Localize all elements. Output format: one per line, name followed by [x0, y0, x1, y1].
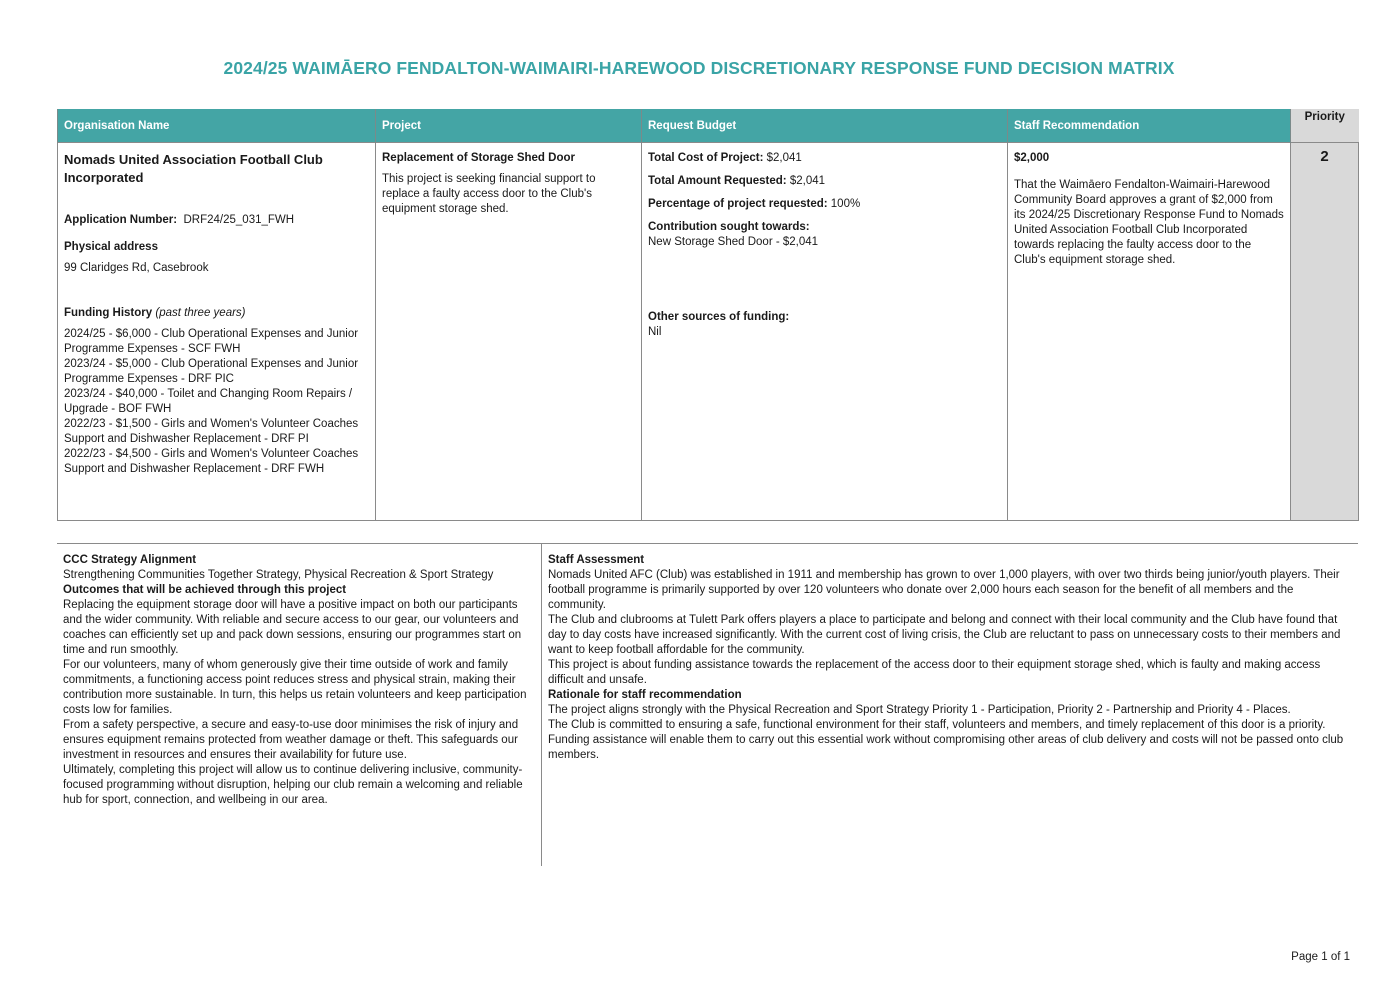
outcome-paragraph: From a safety perspective, a secure and easy-to-use door minimises the risk of injury and ensures equipment remains protected from weather damage or theft. This safeguards our investment in resources and ensures their availability for future use.	[63, 719, 519, 761]
staff-assessment-column	[548, 553, 1354, 763]
outcome-paragraph: Replacing the equipment storage door will have a positive impact on both our participants and the wider community. With reliable and secure access to our gear, our volunteers and coaches can efficiently set up and pack down sessions, ensuring our programmes start on time and run smoothly.	[63, 599, 522, 656]
organisation-name: Nomads United Association Football Club Incorporated	[64, 152, 323, 185]
strategy-text: Strengthening Communities Together Strategy, Physical Recreation & Sport Strategy	[63, 569, 494, 581]
column-divider	[541, 544, 542, 866]
assessment-heading: Staff Assessment	[548, 554, 645, 566]
funding-history-item: 2023/24 - $40,000 - Toilet and Changing Room Repairs / Upgrade - BOF FWH	[64, 388, 353, 415]
recommended-amount: $2,000	[1014, 152, 1050, 164]
page-title: 2024/25 WAIMĀERO FENDALTON-WAIMAIRI-HAREWOOD DISCRETIONARY RESPONSE FUND DECISION MATRIX	[223, 58, 1175, 78]
header-recommendation: Staff Recommendation	[1008, 109, 1291, 143]
outcome-paragraph: For our volunteers, many of whom generously give their time outside of work and family commitments, a functioning access point reduces stress and physical strain, making their contribution more sustainable. In turn, this helps us retain volunteers and keep participation costs low for families.	[63, 659, 527, 716]
assessment-paragraph: The Club and clubrooms at Tulett Park offers players a place to participate and belong and connect with their local community and the Club have found that day to day costs have increased significantly. With the current cost of living crisis, the Club are reluctant to pass on unnecessary costs to their members and want to keep football affordable for the community.	[548, 614, 1341, 656]
contribution-value: New Storage Shed Door - $2,041	[648, 236, 819, 248]
page-number: Page 1 of 1	[1291, 951, 1350, 963]
address-value: 99 Claridges Rd, Casebrook	[64, 262, 209, 274]
rationale-heading: Rationale for staff recommendation	[548, 689, 742, 701]
header-priority: Priority	[1291, 109, 1359, 143]
total-cost: Total Cost of Project: $2,041	[648, 152, 802, 164]
project-cell	[376, 143, 642, 521]
assessment-paragraph: Nomads United AFC (Club) was established in 1911 and membership has grown to over 1,000 players, with over two thirds being junior/youth players. Their football programme is primarily supported by over 120 volunteers who donate over 2,000 hours each season for the benefit of all members and the community.	[548, 569, 1340, 611]
outcomes-heading: Outcomes that will be achieved through this project	[63, 584, 347, 596]
budget-cell	[642, 143, 1008, 521]
funding-history-item: 2024/25 - $6,000 - Club Operational Expenses and Junior Programme Expenses - SCF FWH	[64, 328, 359, 355]
application-number: Application Number: DRF24/25_031_FWH	[64, 214, 295, 226]
other-funding-value: Nil	[648, 326, 662, 338]
strategy-heading: CCC Strategy Alignment	[63, 554, 197, 566]
funding-history-item: 2022/23 - $4,500 - Girls and Women's Volunteer Coaches Support and Dishwasher Replacement - DRF FWH	[64, 448, 359, 475]
table-header-row	[58, 109, 1359, 143]
address-label: Physical address	[64, 241, 158, 253]
outcome-paragraph: Ultimately, completing this project will allow us to continue delivering inclusive, community-focused programming without disruption, helping our club remain a welcoming and reliable hub for sport, connection, and wellbeing in our area.	[63, 764, 523, 806]
other-funding-label: Other sources of funding:	[648, 311, 790, 323]
header-budget: Request Budget	[642, 109, 1008, 143]
rationale-paragraph: The Club is committed to ensuring a safe, functional environment for their staff, volunteers and members, and timely replacement of this door is a priority.	[548, 719, 1326, 731]
project-title: Replacement of Storage Shed Door	[382, 152, 575, 164]
recommendation-text: That the Waimāero Fendalton-Waimairi-Harewood Community Board approves a grant of $2,000 from its 2024/25 Discretionary Response Fund to Nomads United Association Football Club Incorporated towards replacing the faulty access door to the Club's equipment storage shed.	[1014, 179, 1284, 266]
total-requested: Total Amount Requested: $2,041	[648, 175, 826, 187]
header-organisation: Organisation Name	[58, 109, 376, 143]
funding-history-label: Funding History (past three years)	[64, 307, 246, 319]
project-description: This project is seeking financial support to replace a faulty access door to the Club's equipment storage shed.	[382, 173, 596, 215]
recommendation-cell	[1008, 143, 1291, 521]
header-project: Project	[376, 109, 642, 143]
organisation-cell	[58, 143, 376, 521]
priority-value: 2	[1291, 143, 1359, 521]
contribution-label: Contribution sought towards:	[648, 221, 810, 233]
rationale-paragraph: The project aligns strongly with the Physical Recreation and Sport Strategy Priority 1 - Participation, Priority 2 - Partnership and Priority 4 - Places.	[548, 704, 1291, 716]
strategy-column	[63, 553, 535, 808]
funding-history-item: 2022/23 - $1,500 - Girls and Women's Volunteer Coaches Support and Dishwasher Replacement - DRF PI	[64, 418, 359, 445]
rationale-paragraph: Funding assistance will enable them to carry out this essential work without compromising other areas of club delivery and costs will not be passed onto club members.	[548, 734, 1344, 761]
decision-matrix-table	[57, 109, 1359, 521]
assessment-section	[57, 543, 1358, 866]
percentage-requested: Percentage of project requested: 100%	[648, 198, 861, 210]
assessment-paragraph: This project is about funding assistance towards the replacement of the access door to their equipment storage shed, which is faulty and making access difficult and unsafe.	[548, 659, 1321, 686]
table-row	[58, 143, 1359, 521]
funding-history-item: 2023/24 - $5,000 - Club Operational Expenses and Junior Programme Expenses - DRF PIC	[64, 358, 359, 385]
